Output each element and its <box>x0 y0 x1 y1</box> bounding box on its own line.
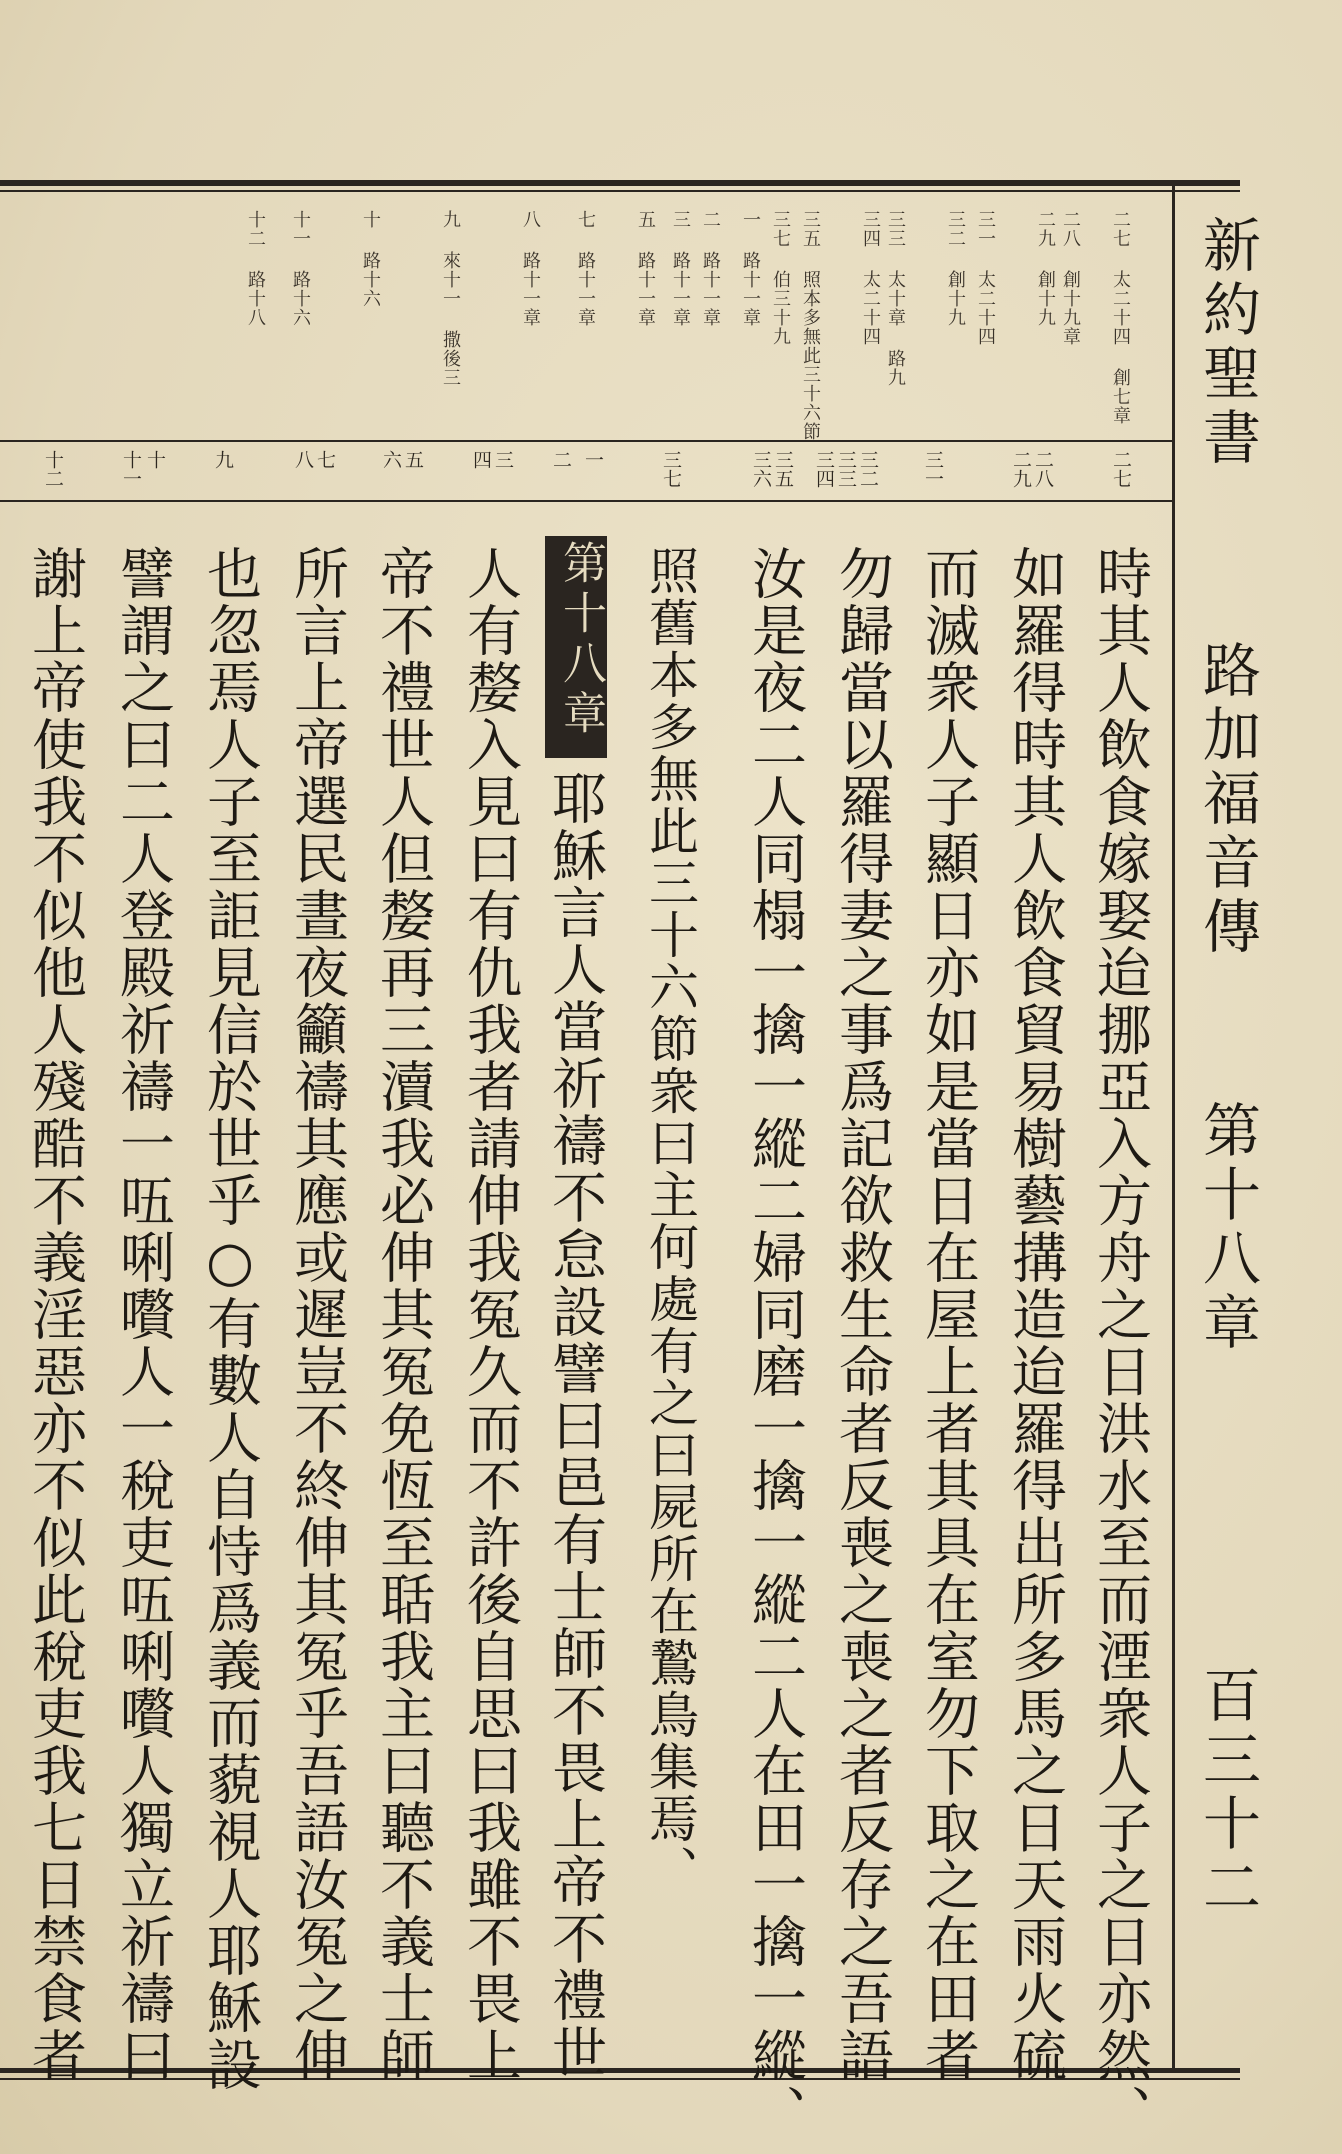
annotation: 十一 路十六 <box>290 210 311 327</box>
annotation: 二 路十一章 <box>700 210 721 327</box>
annotation: 二九 創十九 <box>1035 210 1056 327</box>
verse-number: 三七 <box>660 450 682 488</box>
annotation: 十二 路十八 <box>245 210 266 327</box>
verse-number: 二七 <box>1110 450 1132 488</box>
text-column: 而滅衆人子顯日亦如是當日在屋上者其具在室勿下取之在田者 <box>916 545 980 2084</box>
chapter-heading: 第十八章 <box>555 540 606 740</box>
verse-number: 四 <box>470 450 492 469</box>
top-rule <box>0 180 1240 186</box>
text-column: 照舊本多無此三十六節衆曰主何處有之曰屍所在鷙鳥集焉、 <box>641 545 699 1897</box>
book-title: 新約聖書 <box>1193 215 1261 471</box>
text-column: 汝是夜二人同榻一擒一縱二婦同磨一擒一縱二人在田一擒一縱、 <box>743 545 807 2141</box>
annotation: 三二 創十九 <box>945 210 966 327</box>
verse-number: 一 <box>582 450 604 469</box>
verse-number: 二 <box>550 450 572 469</box>
verse-number: 三五 <box>772 450 794 488</box>
verse-number: 三 <box>492 450 514 469</box>
verse-number: 三四 <box>813 450 835 488</box>
annotation: 二八 創十九章 <box>1060 210 1081 346</box>
text-column: 謝上帝使我不似他人殘酷不義淫惡亦不似此稅吏我七日禁食者 <box>23 545 87 2084</box>
text-column: 勿歸當以羅得妻之事爲記欲救生命者反喪之喪之者反存之吾語 <box>830 545 894 2084</box>
text-column: 譬謂之曰二人登殿祈禱一㕶唎嚽人一稅吏㕶唎嚽人獨立祈禱曰 <box>111 545 175 2084</box>
chapter-title: 第十八章 <box>1193 1100 1261 1356</box>
text-column: 人有嫠入見曰有仇我者請伸我冤久而不許後自思曰我雖不畏上 <box>458 545 522 2084</box>
verse-number: 二八 <box>1032 450 1054 488</box>
verse-number: 十一 <box>120 450 142 488</box>
annotation: 三五 照本多無此三十六節 <box>800 210 821 441</box>
verse-number: 三一 <box>922 450 944 488</box>
verse-number: 六 <box>380 450 402 469</box>
annotation: 三三 太十章 路九 <box>885 210 906 387</box>
annotation: 三一 太二十四 <box>975 210 996 346</box>
verse-num-divider <box>0 500 1172 502</box>
text-column: 也忽焉人子至詎見信於世乎○有數人自恃爲義而藐視人耶穌設 <box>198 545 262 2093</box>
verse-number: 七 <box>314 450 336 469</box>
text-column: 帝不禮世人但嫠再三瀆我必伸其冤免恆至聒我主曰聽不義士師 <box>371 545 435 2084</box>
annotation: 八 路十一章 <box>520 210 541 327</box>
annotation: 九 來十一 撒後三 <box>440 210 461 387</box>
verse-number: 三六 <box>750 450 772 488</box>
verse-number: 十 <box>144 450 166 469</box>
page-number: 百三十二 <box>1193 1665 1261 1921</box>
verse-number: 三二 <box>857 450 879 488</box>
annotation: 三七 伯三十九 <box>770 210 791 346</box>
top-rule-thin <box>0 190 1240 192</box>
header-divider <box>1172 186 1175 2072</box>
text-column: 所言上帝選民晝夜籲禱其應或遲豈不終伸其冤乎吾語汝冤之伸 <box>285 545 349 2084</box>
text-column: 耶穌言人當祈禱不怠設譬曰邑有士師不畏上帝不禮世 <box>543 770 607 2081</box>
verse-number: 十二 <box>42 450 64 488</box>
annotation: 一 路十一章 <box>740 210 761 327</box>
verse-number: 三三 <box>835 450 857 488</box>
annotation: 三 路十一章 <box>670 210 691 327</box>
verse-number: 二九 <box>1010 450 1032 488</box>
annotation: 七 路十一章 <box>575 210 596 327</box>
text-column: 如羅得時其人飲食貿易樹藝搆造迨羅得出所多馬之日天雨火硫 <box>1003 545 1067 2084</box>
annotation: 三四 太二十四 <box>860 210 881 346</box>
text-column: 時其人飲食嫁娶迨挪亞入方舟之日洪水至而湮衆人子之日亦然、 <box>1088 545 1152 2141</box>
annotation: 二七 太二十四 創七章 <box>1110 210 1131 425</box>
verse-number: 八 <box>292 450 314 469</box>
verse-number: 九 <box>212 450 234 469</box>
notes-divider <box>0 440 1172 442</box>
gospel-title: 路加福音傳 <box>1193 640 1261 960</box>
verse-number: 五 <box>402 450 424 469</box>
annotation: 十 路十六 <box>360 210 381 308</box>
annotation: 五 路十一章 <box>635 210 656 327</box>
